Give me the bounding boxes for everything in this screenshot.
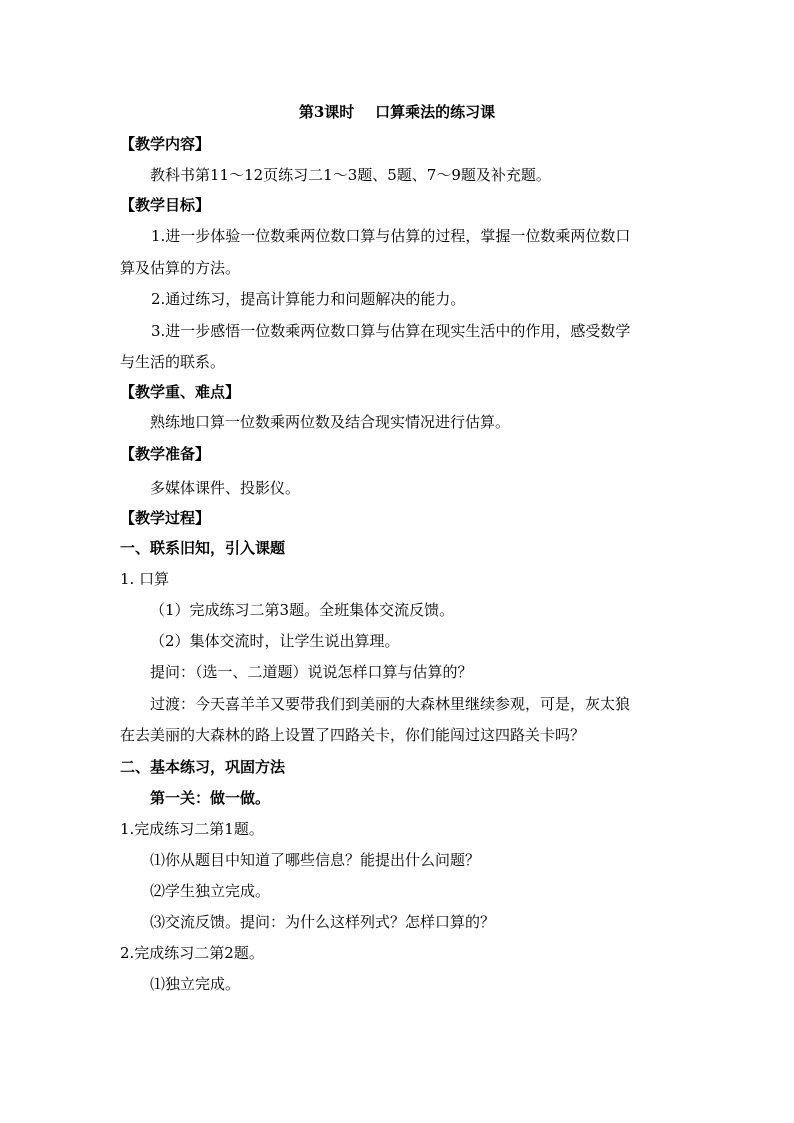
process-heading: 【教学过程】 [120,509,211,527]
content-heading: 【教学内容】 [120,135,211,153]
key-points-heading: 【教学重、难点】 [120,383,241,401]
item-1: 1. 口算 [120,570,170,588]
exercise-1: 1.完成练习二第1题。 [120,820,264,838]
exercise-2-sub-1: ⑴独立完成。 [150,975,241,993]
preparation-heading: 【教学准备】 [120,445,211,463]
exercise-1-sub-1: ⑴你从题目中知道了哪些信息？能提出什么问题？ [150,851,481,869]
transition-line-2: 在去美丽的大森林的路上设置了四路关卡，你们能闯过这四路关卡吗？ [120,726,586,744]
exercise-1-sub-2: ⑵学生独立完成。 [150,882,271,900]
exercise-2: 2.完成练习二第2题。 [120,944,264,962]
preparation-text: 多媒体课件、投影仪。 [150,479,301,497]
page-title: 第3课时 口算乘法的练习课 [298,103,496,121]
content-text: 教科书第11～12页练习二1～3题、5题、7～9题及补充题。 [150,166,551,184]
level-1-heading: 第一关：做一做。 [150,789,271,807]
goal-1-line-1: 1.进一步体验一位数乘两位数口算与估算的过程，掌握一位数乘两位数口 [151,227,631,245]
key-points-text: 熟练地口算一位数乘两位数及结合现实情况进行估算。 [150,413,511,431]
item-1-sub-2: （2）集体交流时，让学生说出算理。 [150,632,400,650]
goal-2: 2.通过练习，提高计算能力和问题解决的能力。 [151,290,466,308]
goal-3-line-2: 与生活的联系。 [120,353,226,371]
part-2-heading: 二、基本练习，巩固方法 [120,758,286,776]
exercise-1-sub-3: ⑶交流反馈。提问：为什么这样列式？怎样口算的？ [150,913,496,931]
part-1-heading: 一、联系旧知，引入课题 [120,539,286,557]
goals-heading: 【教学目标】 [120,196,211,214]
item-1-sub-1: （1）完成练习二第3题。全班集体交流反馈。 [150,601,455,619]
goal-3-line-1: 3.进一步感悟一位数乘两位数口算与估算在现实生活中的作用，感受数学 [151,322,631,340]
question-text: 提问：（选一、二道题）说说怎样口算与估算的？ [150,663,473,681]
transition-line-1: 过渡：今天喜羊羊又要带我们到美丽的大森林里继续参观，可是，灰太狼 [150,695,631,713]
goal-1-line-2: 算及估算的方法。 [120,259,241,277]
